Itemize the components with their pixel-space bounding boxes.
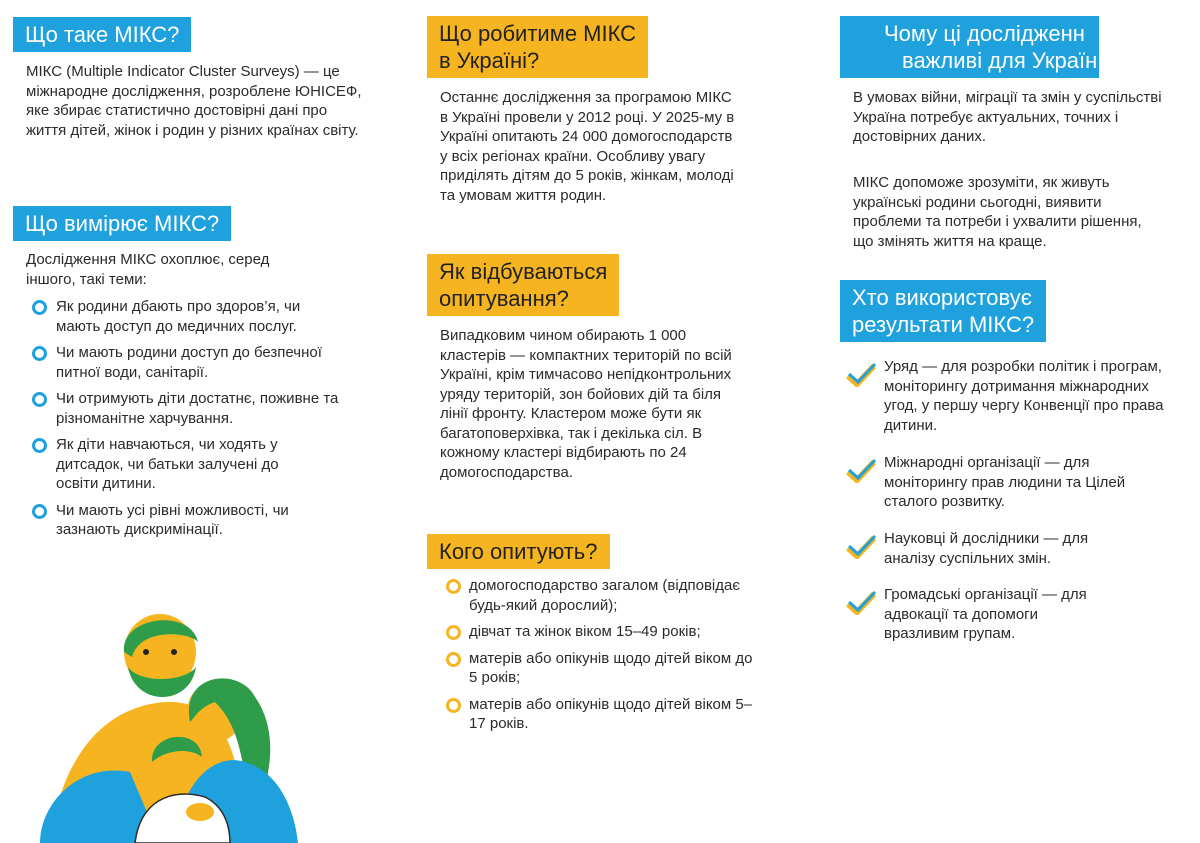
paragraph-topics-intro: Дослідження МІКС охоплює, серед іншого, такі теми: [26, 251, 270, 288]
topics-list [26, 297, 371, 547]
heading-what-mics-measures: Що вимірює МІКС? [13, 206, 231, 241]
list-item: Чи мають усі рівні можливості, чи зазнають дискримінації. [26, 501, 336, 540]
bullet-ring-icon [32, 300, 47, 315]
heading-why-important [840, 16, 1099, 78]
heading-mics-in-ukraine [427, 16, 648, 78]
list-item: матерів або опікунів щодо дітей віком до 5 років; [440, 649, 759, 688]
list-item: Чи мають родини доступ до безпечної питної води, санітарії. [26, 343, 326, 382]
list-item: Як діти навчаються, чи ходять у дитсадок, чи батьки залучені до освіти дитини. [26, 435, 316, 494]
bullet-ring-icon [32, 392, 47, 407]
bullet-ring-icon [32, 438, 47, 453]
heading-line: Хто використовує [852, 285, 1032, 310]
check-icon [846, 591, 876, 615]
respondents-list [440, 576, 753, 741]
list-item: Громадські організації — для адвокації та допомоги вразливим групам. [840, 585, 1114, 645]
heading-who-uses-results [840, 280, 1046, 342]
bullet-ring-icon [446, 579, 461, 594]
list-item: домогосподарство загалом (відповідає будь-який дорослий); [440, 576, 750, 615]
bullet-ring-icon [446, 698, 461, 713]
heading-line: Як відбуваються [439, 259, 608, 284]
list-item: Уряд — для розробки політик і програм, моніторингу дотримання міжнародних угод, у першу чергу Конвенції про права дитини. [840, 357, 1170, 453]
heading-line: результати МІКС? [852, 312, 1035, 337]
paragraph-how-surveys-happen: Випадковим чином обирають 1 000 кластерів — компактних територій по всій Україні, крім тимчасово непідконтрольних уряду територій, зон бойових дій та біля лінії фронту. Кластером може бути як багатоповерхівка, так і декілька сіл. В кожному кластері відбирають по 24 домогосподарства. [440, 327, 732, 481]
bullet-ring-icon [446, 652, 461, 667]
check-icon [846, 459, 876, 483]
family-illustration [40, 612, 350, 843]
list-item: Міжнародні організації — для моніторингу прав людини та Цілей сталого розвитку. [840, 453, 1154, 529]
heading-line: Чому ці дослідженн [884, 21, 1085, 46]
check-icon [846, 363, 876, 387]
bullet-ring-icon [446, 625, 461, 640]
heading-how-surveys-happen [427, 254, 619, 316]
paragraph-why-important-1: В умовах війни, міграції та змін у суспільстві Україна потребує актуальних, точних і достовірних даних. [853, 89, 1162, 145]
list-item: Чи отримують діти достатнє, поживне та різноманітне харчування. [26, 389, 371, 428]
paragraph-what-is-mics: МІКС (Multiple Indicator Cluster Surveys) — це міжнародне дослідження, розроблене ЮНІСЕФ, яке збирає статистично достовірні дані про життя дітей, жінок і родин у різних країнах світу. [26, 63, 362, 139]
heading-line: важливі для Україн [902, 48, 1098, 73]
list-item: Науковці й дослідники — для аналізу суспільних змін. [840, 529, 1104, 585]
heading-who-is-surveyed: Кого опитують? [427, 534, 610, 569]
paragraph-mics-in-ukraine: Останнє дослідження за програмою МІКС в Україні провели у 2012 році. У 2025-му в Україні опитають 24 000 домогосподарств у всіх регіонах країни. Особливу увагу приділять дітям до 5 років, жінкам, молоді та умовам життя родин. [440, 89, 735, 204]
list-item: дівчат та жінок віком 15–49 років; [440, 622, 750, 642]
check-icon [846, 535, 876, 559]
heading-what-is-mics: Що таке МІКС? [13, 17, 191, 52]
bullet-ring-icon [32, 504, 47, 519]
bullet-ring-icon [32, 346, 47, 361]
users-list [840, 357, 1170, 645]
heading-line: опитування? [439, 286, 569, 311]
list-item: Як родини дбають про здоров’я, чи мають доступ до медичних послуг. [26, 297, 326, 336]
heading-line: в Україні? [439, 48, 540, 73]
paragraph-why-important-2: МІКС допоможе зрозуміти, як живуть українські родини сьогодні, виявити проблеми та потреби і ухвалити рішення, що змінять життя на краще. [853, 174, 1142, 250]
heading-line: Що робитиме МІКС [439, 21, 637, 46]
list-item: матерів або опікунів щодо дітей віком 5–17 років. [440, 695, 759, 734]
